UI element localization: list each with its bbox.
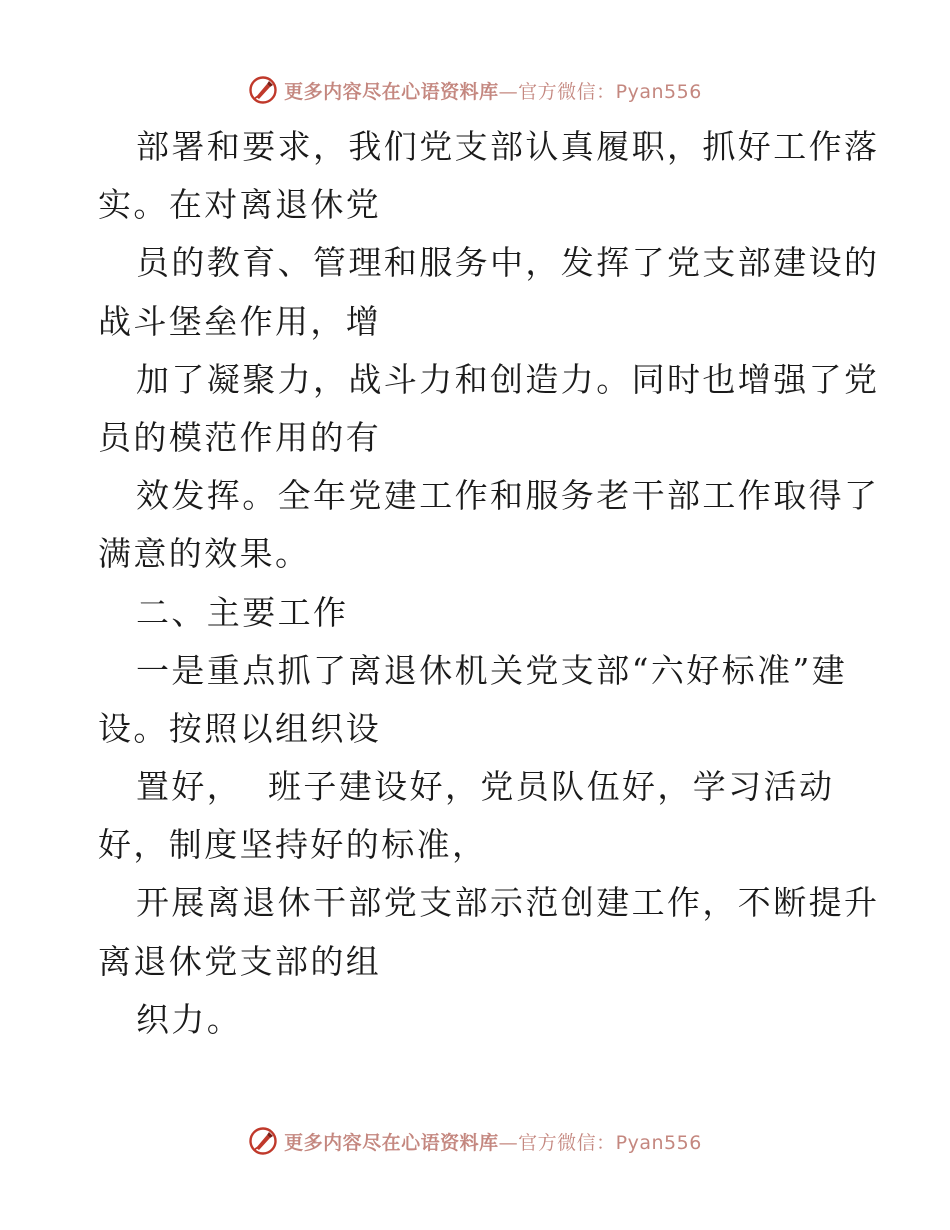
section-heading: 二、主要工作 <box>136 592 349 632</box>
banner-wechat: 官方微信：Pyan556 <box>518 1131 702 1154</box>
banner-wechat: 官方微信：Pyan556 <box>518 80 702 103</box>
banner-dash: — <box>498 1131 519 1154</box>
header-banner <box>0 70 950 110</box>
document-body <box>98 118 880 1049</box>
pen-logo-icon <box>248 1126 278 1156</box>
footer-banner-text <box>284 1128 702 1155</box>
body-line: 员的模范作用的有 <box>98 417 382 457</box>
body-line: 战斗堡垒作用，增 <box>98 301 382 341</box>
banner-dash: — <box>498 80 519 103</box>
body-line: 部署和要求，我们党支部认真履职，抓好工作落 <box>136 127 880 166</box>
body-line: 开展离退休干部党支部示范创建工作，不断提升 <box>136 883 880 923</box>
banner-site-name: 更多内容尽在心语资料库 <box>284 1131 499 1154</box>
body-line: 好，制度坚持好的标准， <box>98 825 488 865</box>
body-line: 设。按照以组织设 <box>98 708 382 748</box>
body-line: 离退休党支部的组 <box>98 941 382 981</box>
banner-site-name: 更多内容尽在心语资料库 <box>284 80 499 103</box>
pen-logo-icon <box>248 75 278 105</box>
footer-banner <box>0 1121 950 1161</box>
body-line: 加了凝聚力，战斗力和创造力。同时也增强了党 <box>136 359 880 399</box>
header-banner-text <box>284 77 702 104</box>
body-line: 满意的效果。 <box>98 534 311 574</box>
body-line: 效发挥。全年党建工作和服务老干部工作取得了 <box>136 476 880 516</box>
body-line: 员的教育、管理和服务中，发挥了党支部建设的 <box>136 243 880 283</box>
body-line: 织力。 <box>136 999 243 1039</box>
body-line: 置好， 班子建设好，党员队伍好，学习活动 <box>136 767 835 807</box>
body-line: 一是重点抓了离退休机关党支部“六好标准”建 <box>136 650 848 690</box>
body-line: 实。在对离退休党 <box>98 185 382 225</box>
